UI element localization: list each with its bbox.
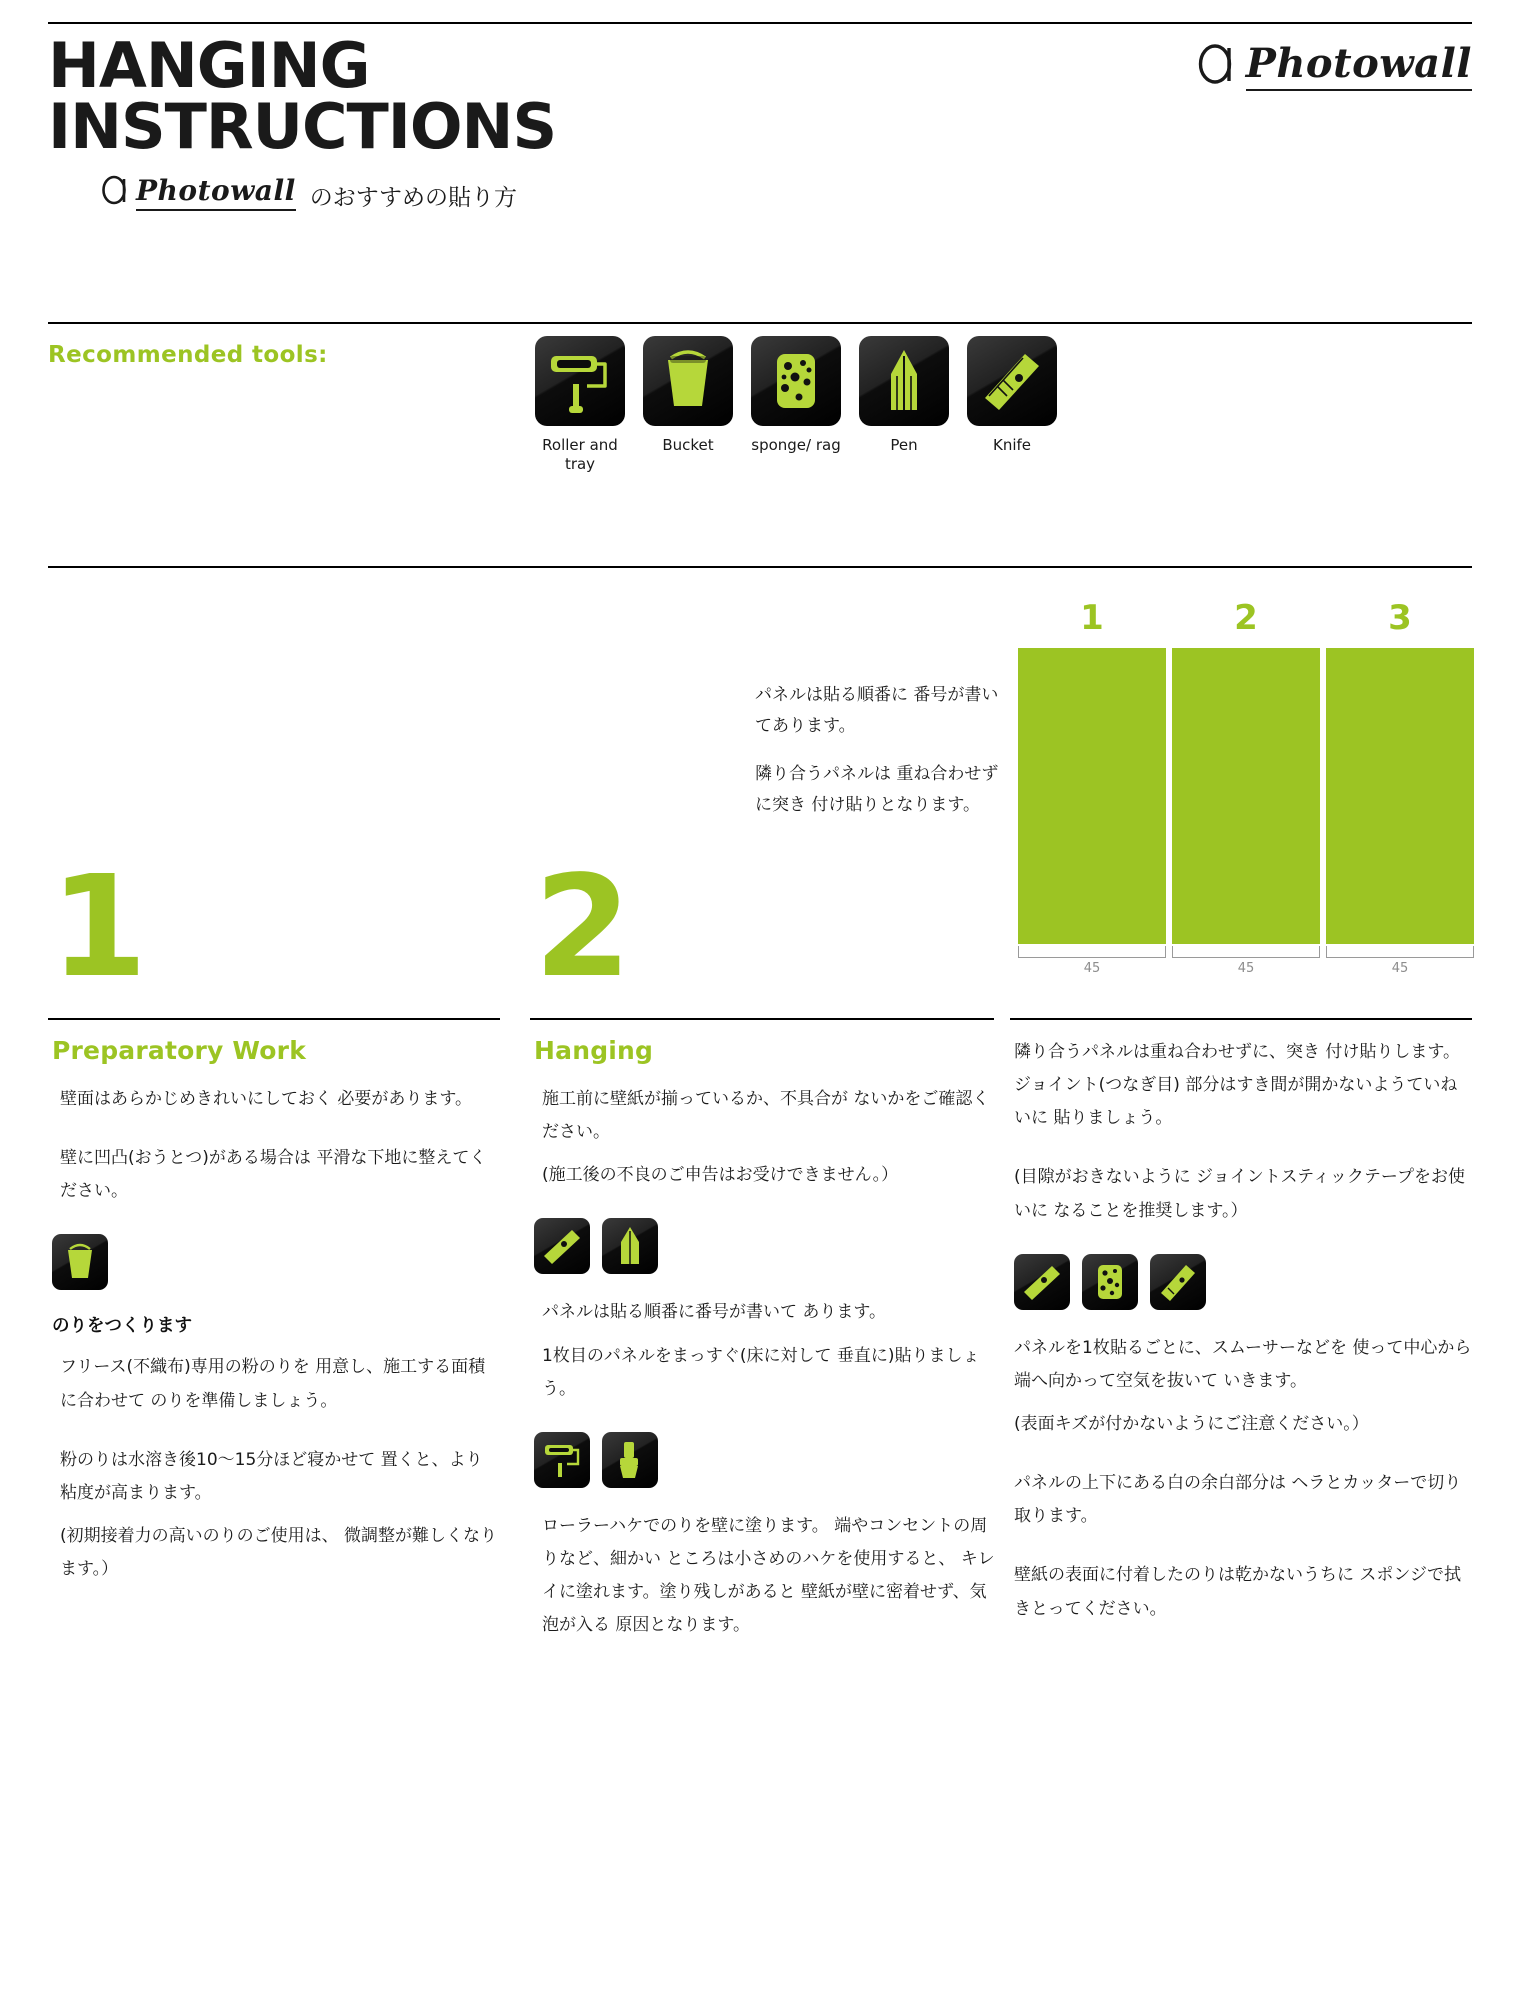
tool-caption: Pen bbox=[890, 436, 918, 454]
panel-note-part1: パネルは貼る順番に 番号が書いてあります。 bbox=[755, 685, 999, 737]
knife-icon bbox=[967, 336, 1057, 426]
note-gap bbox=[755, 743, 1005, 759]
subtitle-row bbox=[102, 174, 1148, 213]
column-1-divider bbox=[48, 1018, 500, 1020]
photowall-wordmark-header: Photowall bbox=[1246, 40, 1472, 91]
header bbox=[48, 29, 1148, 212]
column-2-heading: Hanging bbox=[534, 1036, 654, 1065]
tool-roller bbox=[535, 336, 625, 474]
col1-glue-label: のりをつくります bbox=[52, 1316, 192, 1337]
col2-paragraph-2: (施工後の不良のご申告はお受けできません。） bbox=[542, 1165, 899, 1186]
col1-paragraph-1: 壁面はあらかじめきれいにしておく 必要があります。 bbox=[60, 1089, 473, 1109]
col2-icon-row-a bbox=[534, 1218, 996, 1274]
page-title-line-1: HANGING bbox=[48, 29, 370, 102]
col3-paragraph-1: 隣り合うパネルは重ね合わせずに、突き 付け貼りします。ジョイント(つなぎ目) 部分はすき間が開かないようていねいに 貼りましょう。 bbox=[1014, 1042, 1461, 1129]
mid-divider bbox=[48, 566, 1472, 568]
tool-bucket bbox=[643, 336, 733, 474]
tool-caption: sponge/ rag bbox=[751, 436, 841, 454]
level-icon bbox=[534, 1218, 590, 1274]
panel-2 bbox=[1172, 648, 1320, 944]
sponge-icon bbox=[1082, 1254, 1138, 1310]
col2-paragraph-1: 施工前に壁紙が揃っているか、不具合が ないかをご確認ください。 bbox=[542, 1089, 990, 1143]
tool-caption: Knife bbox=[992, 436, 1032, 454]
col2-paragraph-3: パネルは貼る順番に番号が書いて あります。 bbox=[542, 1302, 887, 1323]
panel-diagram-note bbox=[755, 680, 1005, 822]
column-2-divider bbox=[530, 1018, 994, 1020]
photowall-wordmark: Photowall bbox=[136, 174, 296, 211]
bucket-icon bbox=[52, 1234, 108, 1290]
column-preparatory-work bbox=[52, 1036, 498, 1612]
col1-paragraph-2: 壁に凹凸(おうとつ)がある場合は 平滑な下地に整えてください。 bbox=[60, 1148, 487, 1202]
panel-number: 2 bbox=[1234, 598, 1258, 638]
col1-paragraph-5: (初期接着力の高いのりのご使用は、 微調整が難しくなります。） bbox=[60, 1525, 498, 1580]
tool-sponge bbox=[751, 336, 841, 474]
column-hanging bbox=[534, 1036, 996, 1668]
panel-width-label: 45 bbox=[1237, 961, 1255, 976]
knife-icon bbox=[1150, 1254, 1206, 1310]
photowall-logo-header bbox=[1198, 40, 1472, 91]
column-joints bbox=[1014, 1036, 1474, 1652]
brace-icon bbox=[1172, 946, 1320, 958]
panel-number: 1 bbox=[1080, 598, 1104, 638]
col3-paragraph-5: パネルの上下にある白の余白部分は ヘラとカッターで切り取ります。 bbox=[1014, 1473, 1462, 1527]
column-3-divider bbox=[1010, 1018, 1472, 1020]
step-number-1: 1 bbox=[50, 846, 144, 1009]
paint-roller-icon bbox=[535, 336, 625, 426]
tools-divider bbox=[48, 322, 1472, 324]
step-number-2: 2 bbox=[534, 846, 628, 1009]
top-divider bbox=[48, 22, 1472, 24]
panel-3 bbox=[1326, 648, 1474, 944]
panel-width-group bbox=[1326, 946, 1474, 980]
brace-icon bbox=[1018, 946, 1166, 958]
col1-paragraph-3: フリース(不織布)専用の粉のりを 用意し、施工する面積に合わせて のりを準備しましょう。 bbox=[60, 1357, 486, 1411]
pencil-icon bbox=[602, 1218, 658, 1274]
panel-1 bbox=[1018, 648, 1166, 944]
tool-caption: Roller and tray bbox=[542, 436, 618, 473]
subtitle-text: のおすすめの貼り方 bbox=[309, 185, 517, 211]
photowall-logo-inline bbox=[102, 174, 296, 211]
col3-paragraph-3: パネルを1枚貼るごとに、スムーサーなどを 使って中心から端へ向かって空気を抜いて いきます。 bbox=[1014, 1337, 1472, 1391]
col1-paragraph-4: 粉のりは水溶き後10〜15分ほど寝かせて 置くと、より粘度が高まります。 bbox=[60, 1449, 483, 1503]
col3-paragraph-2: (目隙がおきないように ジョイントスティックテープをお使いに なることを推奨します。） bbox=[1014, 1167, 1465, 1221]
panel-width-label: 45 bbox=[1083, 961, 1101, 976]
page-title-line-2: INSTRUCTIONS bbox=[48, 89, 557, 163]
photowall-mark-icon bbox=[102, 175, 136, 209]
panel-width-group bbox=[1018, 946, 1166, 980]
col3-paragraph-4: (表面キズが付かないようにご注意ください。） bbox=[1014, 1413, 1369, 1434]
col3-paragraph-6: 壁紙の表面に付着したのりは乾かないうちに スポンジで拭きとってください。 bbox=[1014, 1565, 1461, 1619]
brace-icon bbox=[1326, 946, 1474, 958]
paint-roller-icon bbox=[534, 1432, 590, 1488]
col1-icon-row bbox=[52, 1234, 498, 1290]
brush-icon bbox=[602, 1432, 658, 1488]
tool-knife bbox=[967, 336, 1057, 474]
photowall-mark-icon-header bbox=[1198, 43, 1246, 89]
pencil-icon bbox=[859, 336, 949, 426]
bucket-icon bbox=[643, 336, 733, 426]
tool-pen bbox=[859, 336, 949, 474]
tools-row bbox=[535, 336, 1057, 474]
col2-icon-row-b bbox=[534, 1432, 996, 1488]
col2-paragraph-5: ローラーハケでのりを壁に塗ります。 端やコンセントの周りなど、細かい ところは小さめのハケを使用すると、 キレイに塗れます。塗り残しがあると 壁紙が壁に密着せず、気泡が入る 原因となります。 bbox=[542, 1515, 995, 1636]
col2-paragraph-4: 1枚目のパネルをまっすぐ(床に対して 垂直に)貼りましょう。 bbox=[542, 1345, 980, 1399]
panel-width-group bbox=[1172, 946, 1320, 980]
sponge-icon bbox=[751, 336, 841, 426]
recommended-tools-label: Recommended tools: bbox=[48, 342, 328, 368]
level-icon bbox=[1014, 1254, 1070, 1310]
panel-numbers bbox=[1018, 598, 1474, 638]
panel-width-labels bbox=[1018, 946, 1474, 980]
panel-number: 3 bbox=[1388, 598, 1412, 638]
panel-width-label: 45 bbox=[1391, 961, 1409, 976]
panel-diagram bbox=[1018, 648, 1474, 944]
col3-icon-row bbox=[1014, 1254, 1474, 1310]
panel-note-part2: 隣り合うパネルは 重ね合わせずに突き 付け貼りとなります。 bbox=[755, 763, 999, 816]
column-1-heading: Preparatory Work bbox=[52, 1036, 307, 1065]
tool-caption: Bucket bbox=[662, 436, 714, 454]
